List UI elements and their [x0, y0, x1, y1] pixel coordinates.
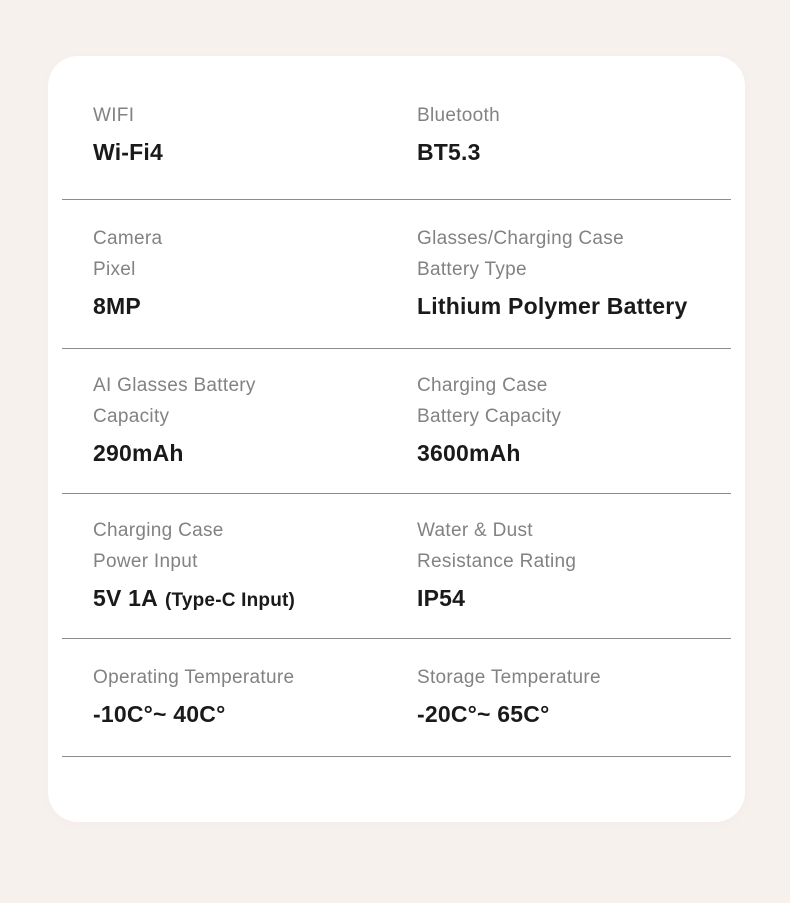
spec-label-line: Operating Temperature	[93, 667, 295, 688]
spec-label	[93, 223, 417, 285]
spec-value-text: BT5.3	[417, 139, 481, 165]
spec-label-line: Glasses/Charging Case	[417, 228, 624, 249]
spec-row-wifi-bluetooth	[62, 56, 731, 200]
spec-value-text: 290mAh	[93, 440, 184, 466]
spec-value	[417, 697, 721, 734]
spec-label-line: Bluetooth	[417, 105, 500, 126]
spec-label	[417, 370, 721, 432]
spec-label-line: Camera	[93, 228, 163, 249]
spec-label-line: AI Glasses Battery	[93, 375, 256, 396]
spec-label-line: Charging Case	[93, 520, 224, 541]
spec-value-text: 8MP	[93, 293, 141, 319]
spec-value-text: 5V 1A	[93, 585, 158, 611]
spec-label-line: Power Input	[93, 551, 198, 572]
spec-row-temperature	[62, 639, 731, 757]
spec-cell-camera-pixel	[93, 223, 417, 326]
spec-label-line: Battery Type	[417, 259, 527, 280]
spec-label-line: Storage Temperature	[417, 667, 601, 688]
spec-value	[93, 436, 417, 473]
spec-label	[417, 662, 721, 693]
spec-value	[93, 289, 417, 326]
spec-card	[48, 56, 745, 822]
spec-value-text: 3600mAh	[417, 440, 521, 466]
spec-value	[417, 289, 721, 326]
spec-label-line: Water & Dust	[417, 520, 533, 541]
spec-cell-wifi	[93, 100, 417, 172]
spec-cell-storage-temperature	[417, 662, 721, 734]
spec-label-line: Battery Capacity	[417, 406, 562, 427]
spec-label	[93, 662, 417, 693]
spec-cell-bluetooth	[417, 100, 721, 172]
spec-value-text: IP54	[417, 585, 466, 611]
spec-value	[93, 581, 417, 618]
spec-value	[417, 135, 721, 172]
spec-value	[93, 135, 417, 172]
spec-cell-battery-type	[417, 223, 721, 326]
spec-label-line: Charging Case	[417, 375, 548, 396]
spec-value	[417, 436, 721, 473]
spec-label-line: Resistance Rating	[417, 551, 577, 572]
spec-value-text: -20C°~ 65C°	[417, 701, 550, 727]
spec-cell-case-battery	[417, 370, 721, 473]
spec-value	[417, 581, 721, 618]
spec-label-line: Capacity	[93, 406, 170, 427]
spec-label	[93, 515, 417, 577]
spec-label	[93, 370, 417, 432]
spec-label	[417, 223, 721, 285]
spec-label	[417, 515, 721, 577]
spec-label	[417, 100, 721, 131]
spec-row-power-waterproof	[62, 494, 731, 639]
spec-value-text: Lithium Polymer Battery	[417, 293, 688, 319]
spec-cell-power-input	[93, 515, 417, 618]
spec-cell-glasses-battery	[93, 370, 417, 473]
spec-label-line: WIFI	[93, 105, 135, 126]
spec-cell-water-dust-rating	[417, 515, 721, 618]
spec-label	[93, 100, 417, 131]
spec-row-camera-battery-type	[62, 200, 731, 349]
spec-label-line: Pixel	[93, 259, 136, 280]
spec-value	[93, 697, 417, 734]
spec-row-battery-capacity	[62, 349, 731, 494]
spec-value-text: -10C°~ 40C°	[93, 701, 226, 727]
spec-value-note: (Type-C Input)	[164, 590, 296, 611]
spec-cell-operating-temperature	[93, 662, 417, 734]
spec-value-text: Wi-Fi4	[93, 139, 163, 165]
